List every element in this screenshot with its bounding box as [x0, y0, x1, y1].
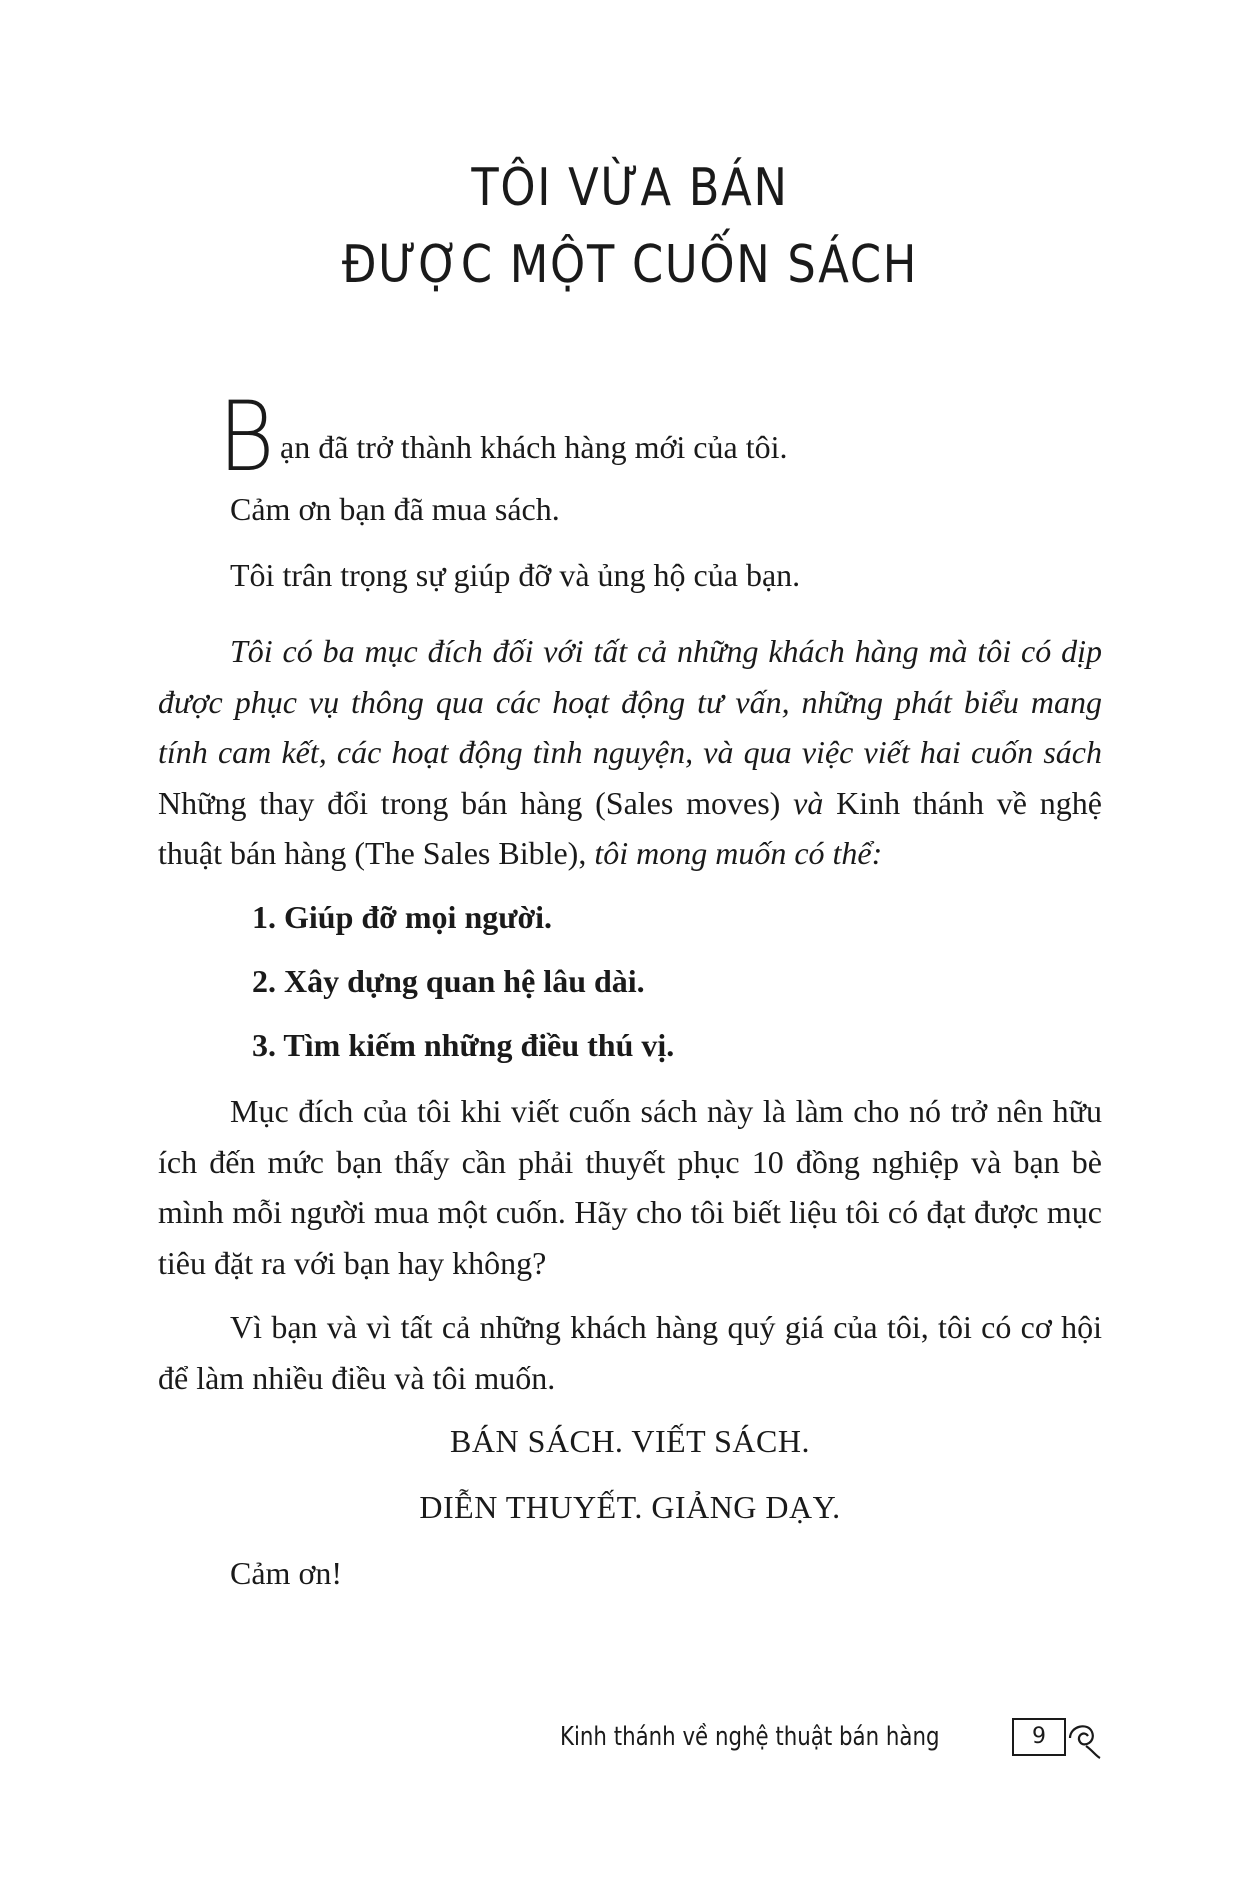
centered-motto-line-2: DIỄN THUYẾT. GIẢNG DẠY.	[419, 1489, 841, 1525]
opportunity-paragraph: Vì bạn và vì tất cả những khách hàng quý giá của tôi, tôi có cơ hội để làm nhiều điều và tôi muốn.	[158, 1309, 1102, 1396]
drop-cap: B	[218, 381, 275, 493]
goal-item: 2. Xây dựng quan hệ lâu dài.	[252, 963, 645, 999]
purpose-paragraph	[158, 626, 1102, 879]
purpose-normal-1: Những thay đổi trong bán hàng (Sales moves)	[158, 784, 794, 821]
intro-first-line-text: ạn đã trở thành khách hàng mới của tôi.	[280, 429, 788, 465]
book-goal-paragraph: Mục đích của tôi khi viết cuốn sách này là làm cho nó trở nên hữu ích đến mức bạn thấy cần phải thuyết phục 10 đồng nghiệp và bạn bè mình mỗi người mua một cuốn. Hãy cho tôi biết liệu tôi có đạt được mục tiêu đặt ra với bạn hay không?	[158, 1093, 1102, 1281]
page-number: 9	[1012, 1718, 1066, 1756]
thanks-for-buying-line: Cảm ơn bạn đã mua sách.	[230, 491, 560, 527]
purpose-italic-1: Tôi có ba mục đích đối với tất cả những khách hàng mà tôi có dịp được phục vụ thông qua các hoạt động tư vấn, những phát biểu mang tính cam kết, các hoạt động tình nguyện, và qua việc viết hai cuốn sách	[158, 633, 1102, 770]
chapter-title-line-2: ĐƯỢC MỘT CUỐN SÁCH	[341, 235, 919, 295]
centered-motto-line-1: BÁN SÁCH. VIẾT SÁCH.	[450, 1423, 810, 1459]
purpose-normal-2: Kinh thánh về nghệ thuật bán hàng (The Sales Bible),	[158, 784, 1103, 871]
purpose-italic-3: tôi mong muốn có thể:	[594, 835, 883, 871]
page-ornament-icon	[1066, 1716, 1102, 1760]
purpose-italic-2: và	[793, 784, 824, 821]
closing-thanks: Cảm ơn!	[230, 1555, 343, 1591]
running-footer-book-title: Kinh thánh về nghệ thuật bán hàng	[560, 1722, 940, 1752]
chapter-title-line-1: TÔI VỪA BÁN	[471, 158, 789, 218]
appreciation-line: Tôi trân trọng sự giúp đỡ và ủng hộ của bạn.	[230, 557, 801, 593]
goal-item: 3. Tìm kiếm những điều thú vị.	[252, 1027, 675, 1063]
goal-item: 1. Giúp đỡ mọi người.	[252, 899, 553, 935]
